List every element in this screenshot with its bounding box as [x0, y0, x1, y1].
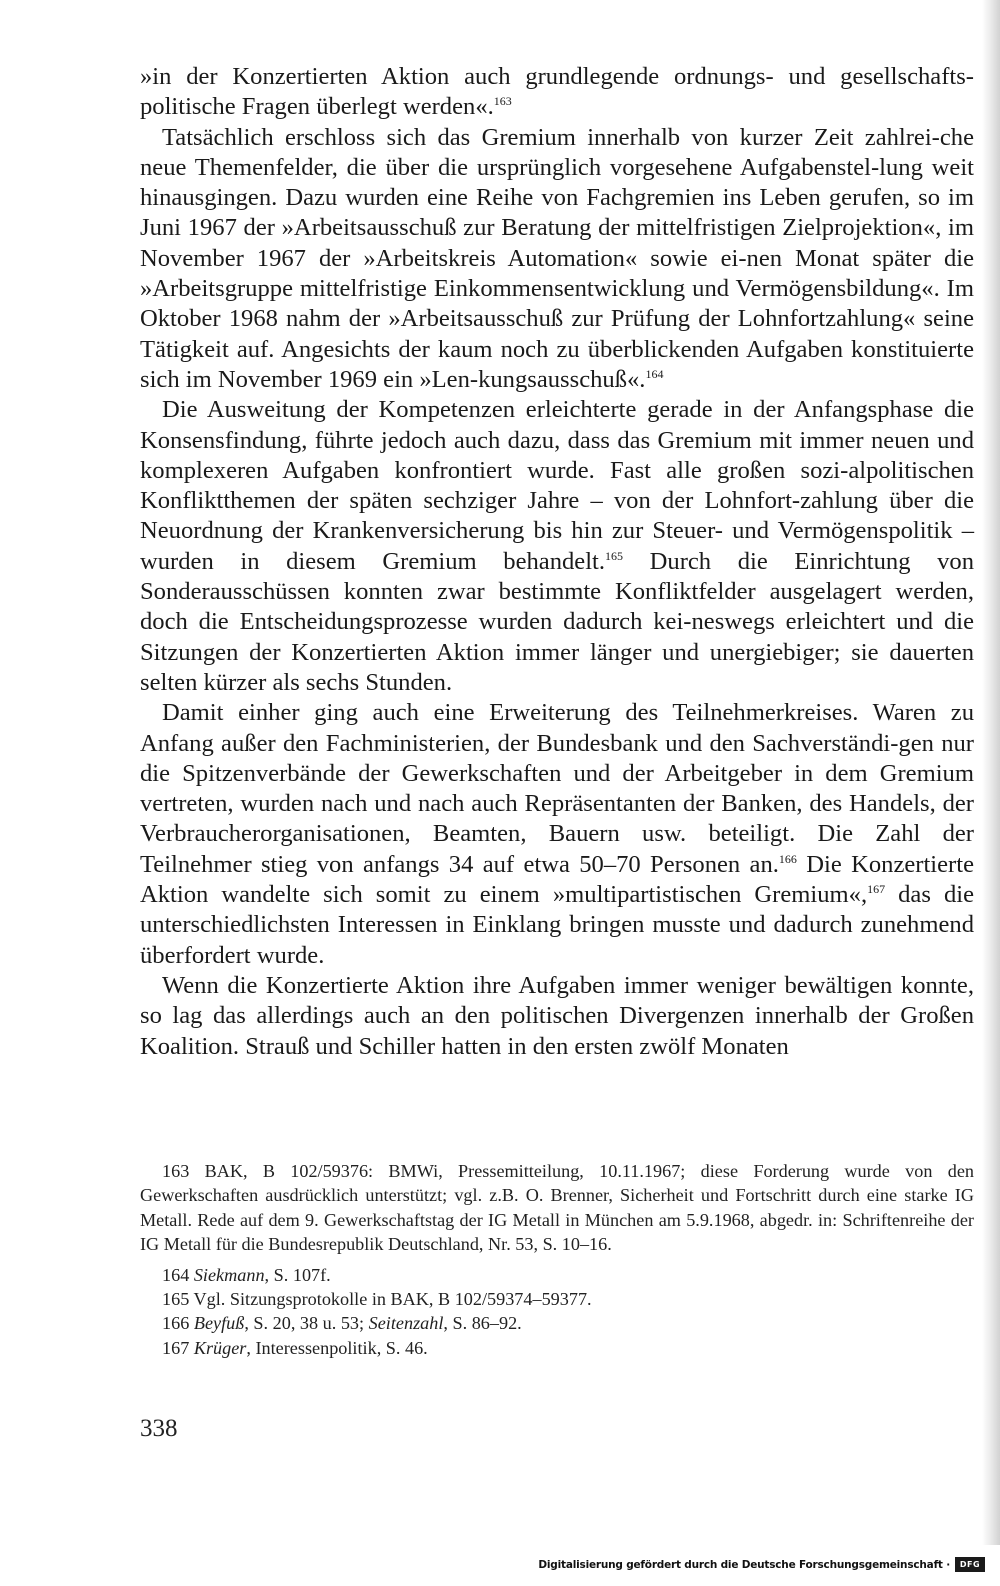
dfg-logo [955, 1557, 985, 1572]
footnote-number: 167 [162, 1337, 190, 1358]
footnote-author: Siekmann [193, 1264, 265, 1285]
footnote-166 [140, 1311, 974, 1335]
paragraph-3 [140, 395, 974, 698]
footnote-number: 164 [162, 1264, 190, 1285]
scan-page-edge [982, 0, 1000, 1545]
footnote-ref-167: 167 [867, 882, 886, 897]
paragraph-text: Wenn die Konzertierte Aktion ihre Aufgaben immer weniger bewältigen konnte, so lag das allerdings auch an den politischen Divergenzen innerhalb der Großen Koalition. Strauß und Schiller hatten in den ersten zwölf Monaten [140, 971, 974, 1060]
footnote-ref-166: 166 [778, 851, 797, 866]
footnote-165: 165 Vgl. Sitzungsprotokolle in BAK, B 102/59374–59377. [162, 1289, 592, 1310]
footnote-ref-163: 163 [493, 94, 512, 109]
footnote-author: Seitenzahl [368, 1313, 444, 1334]
footnotes [140, 1159, 974, 1360]
body-text [140, 62, 974, 1062]
footnote-text: , S. 107f. [264, 1264, 331, 1285]
footnote-167 [140, 1336, 974, 1360]
paragraph-text: »in der Konzertierten Aktion auch grundlegende ordnungs- und gesellschafts-politische Fragen überlegt werden«. [140, 63, 974, 121]
footnote-164 [140, 1263, 974, 1287]
dfg-logo-text: DFG [959, 1560, 981, 1569]
paragraph-text: Die Konzertierte Aktion wandelte sich somit zu einem »multipartistischen Gremium«, [140, 850, 974, 909]
footnote-author: Krüger [193, 1337, 247, 1358]
paragraph-text: Die Ausweitung der Kompetenzen erleichterte gerade in der Anfangsphase die Konsensfindung, führte jedoch auch dazu, dass das Gremium mit immer neuen und komplexeren Aufgaben konfrontiert wurde. Fast alle großen sozi-alpolitischen Konfliktthemen der späten sechziger Jahre – von der Lohnfort-zahlung über die Neuordnung der Krankenversicherung bis hin zur Steuer- und Vermögenspolitik – wurden in diesem Gremium behandelt. [140, 396, 974, 575]
footnote-text: , S. 20, 38 u. 53; [244, 1313, 369, 1334]
footnote-text: , S. 86–92. [443, 1313, 522, 1334]
paragraph-text: das die unterschiedlichsten Interessen in Einklang bringen musste und dadurch zunehmend überfordert wurde. [140, 881, 974, 969]
paragraph-text: Tatsächlich erschloss sich das Gremium innerhalb von kurzer Zeit zahlrei-che neue Themenfelder, die über die ursprünglich vorgesehene Aufgabenstel-lung weit hinausgingen. Dazu wurden eine Reihe von Fachgremien ins Leben gerufen, so im Juni 1967 der »Arbeitsausschuß zur Beratung der mittelfristigen Zielprojektion«, im November 1967 der »Arbeitskreis Automation« sowie ei-nen Monat später die »Arbeitsgruppe mittelfristige Einkommensentwicklung und Vermögensbildung«. Im Oktober 1968 nahm der »Arbeitsausschuß zur Prüfung der Lohnfortzahlung« seine Tätigkeit auf. Angesichts der kaum noch zu überblickenden Aufgaben konstituierte sich im November 1969 ein »Len-kungsausschuß«. [140, 123, 974, 393]
paragraph-text: Durch die Einrichtung von Sonderausschüssen konnten zwar bestimmte Konfliktfelder ausgelagert werden, doch die Entscheidungsprozesse wurden dadurch kei-neswegs erleichtert und die Sitzungen der Konzertierten Aktion immer länger und unergiebiger; sie dauerten selten kürzer als sechs Stunden. [140, 547, 975, 696]
footnote-number: 166 [162, 1313, 190, 1334]
paragraph-4 [140, 698, 974, 971]
page-number: 338 [140, 1415, 178, 1442]
footnote-ref-164: 164 [645, 366, 664, 381]
footnote-author: Beyfuß [193, 1313, 245, 1334]
paragraph-1 [140, 62, 974, 123]
paragraph-text: Damit einher ging auch eine Erweiterung des Teilnehmerkreises. Waren zu Anfang außer den Fachministerien, der Bundesbank und den Sachverständi-gen nur die Spitzenverbände der Gewerkschaften und der Arbeitgeber in dem Gremium vertreten, wurden nach und nach auch Repräsentanten der Banken, des Handels, der Verbraucherorganisationen, Beamten, Bauern usw. beteiligt. Die Zahl der Teilnehmer stieg von anfangs 34 auf etwa 50–70 Personen an. [140, 699, 974, 878]
footnote-ref-165: 165 [605, 548, 624, 563]
paragraph-2 [140, 123, 974, 396]
footnote-163: 163 BAK, B 102/59376: BMWi, Pressemitteilung, 10.11.1967; diese Forderung wurde von den Gewerkschaften ausdrücklich unterstützt; vgl. z.B. O. Brenner, Sicherheit und Fortschritt durch eine starke IG Metall. Rede auf dem 9. Gewerkschaftstag der IG Metall in München am 5.9.1968, abgedr. in: Schriftenreihe der IG Metall für die Bundesrepublik Deutschland, Nr. 53, S. 10–16. [140, 1161, 974, 1255]
dfg-watermark-text: Digitalisierung gefördert durch die Deutsche Forschungsgemeinschaft · [538, 1559, 950, 1571]
footnote-text: , Interessenpolitik, S. 46. [246, 1337, 428, 1358]
paragraph-5 [140, 971, 974, 1062]
